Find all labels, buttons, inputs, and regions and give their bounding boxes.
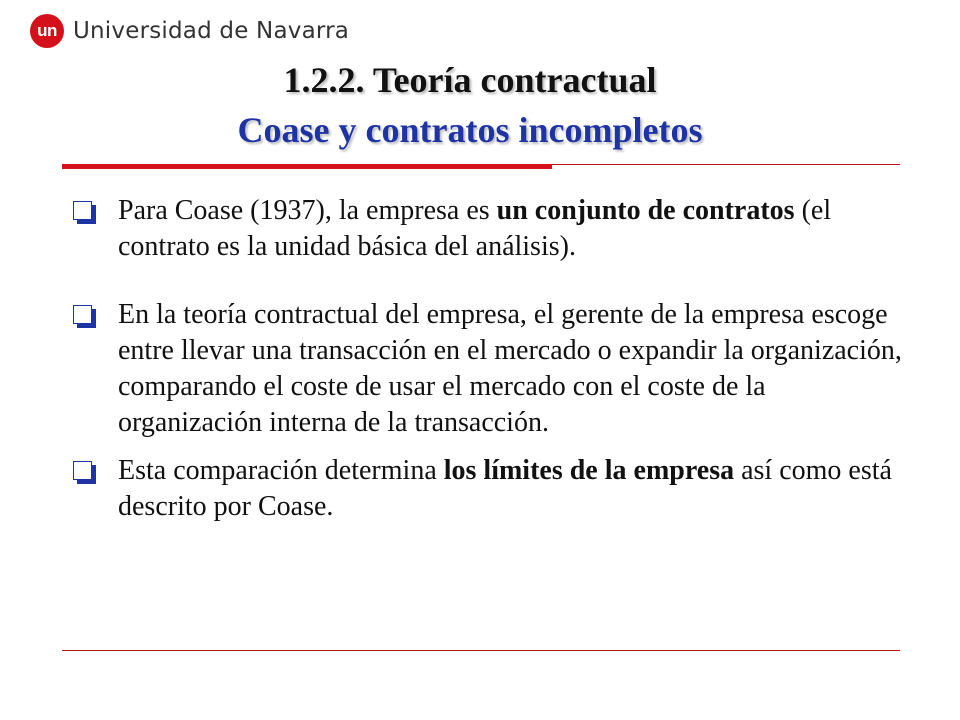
- bullet-text: Para Coase (1937), la empresa es un conjunto de contratos (el contrato es la unidad básica del análisis).: [118, 195, 832, 262]
- bullet-item: [70, 297, 910, 441]
- slide-subtitle: Coase y contratos incompletos: [237, 110, 703, 150]
- bullet-emphasis: un conjunto de contratos: [496, 195, 795, 226]
- checkbox-square-icon: [70, 193, 100, 229]
- institution-name: Universidad de Navarra: [73, 18, 350, 44]
- un-logo-icon: un: [30, 14, 64, 48]
- footer-divider-line: [62, 650, 900, 651]
- bullet-emphasis: los límites de la empresa: [443, 455, 735, 486]
- university-logo: [30, 14, 349, 48]
- bullet-text: En la teoría contractual del empresa, el gerente de la empresa escoge entre llevar una transacción en el mercado o expandir la organización, comparando el coste de usar el mercado con el coste de la organización interna de la transacción.: [118, 299, 902, 438]
- bullet-item: [70, 193, 910, 265]
- bullet-text: Esta comparación determina los límites de la empresa así como está descrito por Coase.: [118, 455, 892, 522]
- title-accent-bar: [62, 164, 552, 169]
- bullet-list: [70, 193, 910, 525]
- checkbox-square-icon: [70, 453, 100, 489]
- bullet-item: [70, 453, 910, 525]
- checkbox-square-icon: [70, 297, 100, 333]
- slide-title: 1.2.2. Teoría contractual: [283, 60, 657, 100]
